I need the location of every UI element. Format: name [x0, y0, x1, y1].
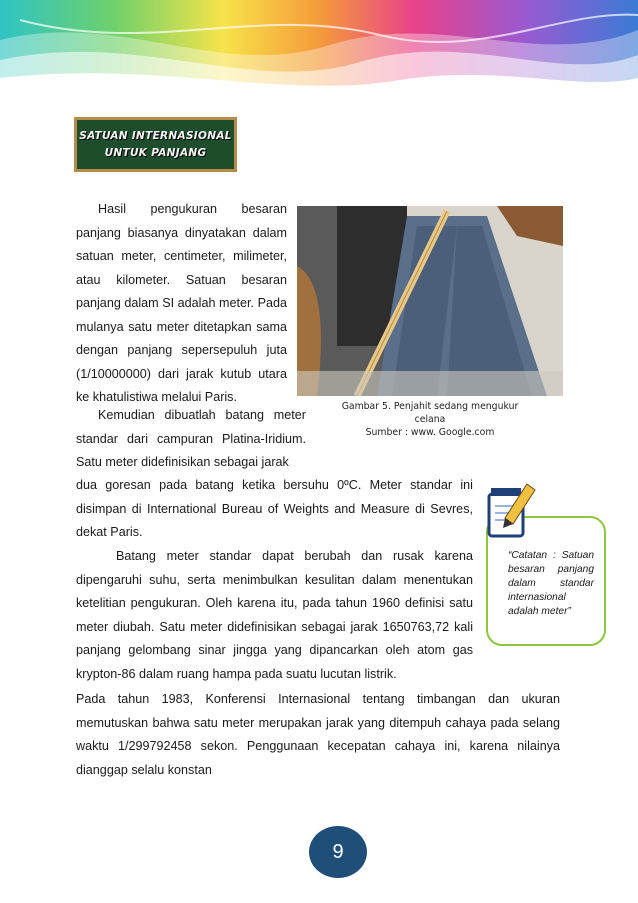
tailor-measuring-pants-photo [297, 206, 563, 396]
section-title-line1: SATUAN INTERNASIONAL [79, 130, 232, 142]
section-title-box [74, 117, 237, 172]
paragraph-1: Hasil pengukuran besaran panjang biasanya dinyatakan dalam satuan meter, centimeter, milimeter, atau kilometer. Satuan besaran panjang dalam SI adalah meter. Pada mulanya satu meter ditetapkan sama dengan panjang sepersepuluh juta (1/10000000) dari jarak kutub utara ke khatulistiwa melalui Paris. [76, 202, 287, 404]
figure-caption [317, 400, 543, 439]
caption-source: Sumber : www. Google.com [365, 427, 495, 438]
notepad-pencil-icon [483, 480, 539, 544]
note-text: “Catatan : Satuan besaran panjang dalam standar internasional adalah meter” [508, 550, 594, 617]
paragraph-4: Pada tahun 1983, Konferensi Internasional tentang timbangan dan ukuran memutuskan bahwa satu meter merupakan jarak yang ditempuh cahaya pada selang waktu 1/299792458 sekon. Penggunaan kecepatan cahaya ini, karena nilainya dianggap selalu konstan [76, 692, 560, 777]
caption-line1: Gambar 5. Penjahit sedang mengukur [341, 401, 519, 412]
caption-line2: celana [414, 414, 446, 425]
page-number: 9 [309, 826, 367, 878]
paragraph-2-start: Kemudian dibuatlah batang meter standar dari campuran Platina-Iridium. Satu meter didefinisikan sebagai jarak [76, 408, 306, 469]
section-title-line2: UNTUK PANJANG [104, 147, 207, 159]
paragraph-3: Batang meter standar dapat berubah dan rusak karena dipengaruhi suhu, serta menimbulkan kesulitan dalam menentukan ketelitian pengukuran. Oleh karena itu, pada tahun 1960 definisi satu meter diubah. Satu meter didefinisikan sebagai jarak 1650763,72 kali panjang gelombang sinar jingga yang dipancarkan oleh atom gas krypton-86 dalam ruang hampa pada suatu lucutan listrik. [76, 549, 473, 681]
decorative-banner [0, 0, 638, 90]
paragraph-2-end: dua goresan pada batang ketika bersuhu 0ºC. Meter standar ini disimpan di International Bureau of Weights and Measure di Sevres, dekat Paris. [76, 478, 473, 539]
